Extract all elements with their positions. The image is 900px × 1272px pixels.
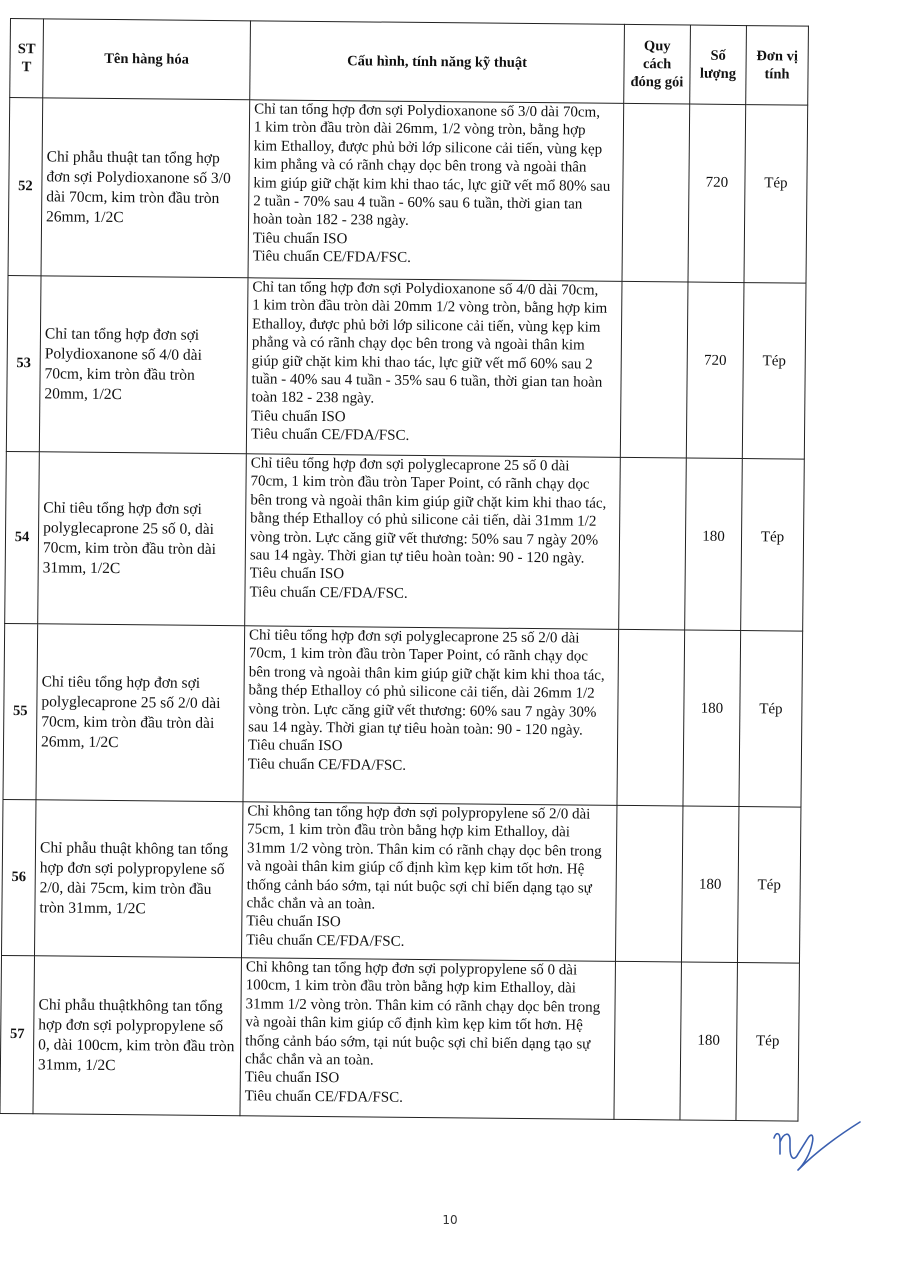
- row-technical-spec: [248, 100, 624, 282]
- row-technical-spec-line: và ngoài thân kim giúp cố định kìm kẹp kim tốt hơn. Hệ: [246, 858, 585, 878]
- row-technical-spec-line: Tiêu chuẩn ISO: [251, 408, 346, 426]
- row-packing: [615, 805, 682, 962]
- row-technical-spec-line: Tiêu chuẩn CE/FDA/FSC.: [247, 756, 407, 774]
- table-header-row: [10, 19, 809, 106]
- row-technical-spec-line: chắc chắn và an toàn.: [246, 895, 376, 913]
- row-unit: Tép: [739, 631, 803, 808]
- row-product-name-line: tròn 31mm, 1/2C: [39, 898, 146, 917]
- row-product-name: [36, 624, 245, 802]
- row-technical-spec-line: Tiêu chuẩn CE/FDA/FSC.: [252, 248, 412, 267]
- row-product-name-line: 20mm, 1/2C: [44, 384, 122, 403]
- row-technical-spec-line: 70cm, 1 kim tròn đầu tròn Taper Point, có rãnh chạy dọc: [248, 645, 588, 665]
- row-technical-spec-line: Chỉ tan tổng hợp đơn sợi Polydioxanone số 4/0 dài 70cm,: [252, 279, 599, 299]
- row-technical-spec-line: Chỉ tan tổng hợp đơn sợi Polydioxanone số 3/0 dài 70cm,: [254, 101, 601, 121]
- row-stt: 52: [8, 98, 43, 276]
- row-packing: [622, 103, 690, 282]
- row-technical-spec-line: toàn 182 - 238 ngày.: [251, 389, 375, 407]
- header-quantity: Số lượng: [690, 25, 747, 105]
- row-stt: 56: [2, 799, 36, 955]
- row-packing: [620, 281, 688, 458]
- table-row: [6, 275, 806, 459]
- row-unit: Tép: [737, 807, 800, 964]
- header-technical-spec: Cấu hình, tính năng kỹ thuật: [250, 21, 625, 104]
- row-product-name-line: Chỉ phẫu thuật không tan tổng: [39, 838, 229, 858]
- row-technical-spec-line: bằng thép Ethalloy có phủ silicone cải tiến, dài 26mm 1/2: [248, 682, 595, 702]
- row-stt: 55: [3, 623, 38, 799]
- row-product-name-line: 70cm, kim tròn đầu tròn dài: [42, 538, 217, 558]
- row-stt: 54: [5, 451, 40, 623]
- row-quantity: 720: [688, 104, 746, 283]
- row-product-name-line: đơn sợi Polydioxanone số 3/0: [46, 167, 231, 187]
- row-technical-spec-line: 1 kim tròn đầu tròn dài 26mm, 1/2 vòng tròn, bằng hợp: [253, 119, 586, 139]
- row-technical-spec-line: thống cảnh báo sớm, tại nút buộc sợi chỉ biến dạng tạo sự: [245, 1032, 591, 1053]
- row-technical-spec-line: Chỉ tiêu tổng hợp đơn sợi polyglecaprone 25 số 2/0 dài: [249, 627, 580, 647]
- product-table-container: [0, 18, 808, 1122]
- row-technical-spec-line: kim phẳng và có rãnh chạy dọc bên trong và ngoài thân: [253, 156, 587, 176]
- row-unit: Tép: [744, 105, 808, 284]
- row-product-name-line: hợp đơn sợi polypropylene số: [38, 1015, 224, 1035]
- row-technical-spec-line: Tiêu chuẩn ISO: [244, 1069, 340, 1087]
- row-technical-spec-line: 70cm, 1 kim tròn đầu tròn Taper Point, có rãnh chạy dọc: [250, 473, 590, 493]
- row-unit: Tép: [742, 283, 806, 460]
- row-product-name-line: Chỉ tan tổng hợp đơn sợi: [44, 324, 200, 344]
- row-unit: Tép: [736, 963, 800, 1122]
- row-packing: [617, 629, 685, 806]
- row-product-name-line: 70cm, kim tròn đầu tròn: [44, 364, 195, 384]
- row-product-name-line: 26mm, 1/2C: [46, 207, 124, 226]
- row-technical-spec: [241, 802, 616, 962]
- row-technical-spec-line: vòng tròn. Lực căng giữ vết thương: 60% sau 7 ngày 30%: [248, 700, 597, 721]
- row-technical-spec-line: Ethalloy, được phủ bởi lớp silicone cải tiến, vùng kẹp kim: [251, 316, 601, 336]
- row-technical-spec-line: và ngoài thân kim giúp cố định kìm kẹp kim tốt hơn. Hệ: [245, 1014, 583, 1034]
- row-technical-spec-line: vòng tròn. Lực căng giữ vết thương: 50% sau 7 ngày 20%: [249, 528, 599, 549]
- header-product-name: Tên hàng hóa: [43, 19, 251, 100]
- row-quantity: 180: [685, 458, 743, 631]
- table-row: [0, 955, 799, 1121]
- row-technical-spec-line: Tiêu chuẩn ISO: [252, 230, 348, 248]
- row-product-name-line: 0, dài 100cm, kim tròn đầu tròn: [38, 1035, 235, 1055]
- row-technical-spec-line: 2 tuần - 70% sau 4 tuần - 60% sau 6 tuần, thời gian tan: [253, 193, 583, 213]
- table-row: [2, 799, 801, 963]
- row-technical-spec-line: Chỉ không tan tổng hợp đơn sợi polypropylene số 0 dài: [245, 959, 578, 979]
- row-product-name: [34, 800, 242, 958]
- row-product-name-line: 70cm, kim tròn đầu tròn dài: [41, 712, 215, 732]
- row-technical-spec: [243, 626, 619, 806]
- row-technical-spec-line: giúp giữ chặt kim khi thao tác, lực giữ vết mổ 60% sau 2: [251, 352, 593, 373]
- header-packing: Quy cách đóng gói: [624, 24, 691, 104]
- row-product-name-line: Chỉ phẫu thuật tan tổng hợp: [46, 147, 220, 167]
- row-technical-spec-line: sau 14 ngày. Thời gian tự tiêu hoàn toàn: 90 - 120 ngày.: [249, 547, 585, 567]
- row-product-name-line: Chỉ tiêu tổng hợp đơn sợi: [41, 672, 201, 692]
- row-technical-spec-line: bên trong và ngoài thân kim giúp giữ chặt kim khi thoa tác,: [248, 664, 605, 684]
- signature-mark: [768, 1118, 868, 1178]
- row-product-name-line: 26mm, 1/2C: [40, 732, 119, 751]
- row-product-name-line: 31mm, 1/2C: [37, 1055, 116, 1074]
- row-stt: 57: [0, 955, 34, 1113]
- header-stt: ST T: [10, 19, 44, 98]
- row-technical-spec-line: Tiêu chuẩn CE/FDA/FSC.: [246, 932, 405, 950]
- row-technical-spec-line: Tiêu chuẩn CE/FDA/FSC.: [249, 584, 408, 602]
- row-technical-spec-line: chắc chắn và an toàn.: [244, 1051, 374, 1069]
- row-technical-spec-line: thống cảnh báo sớm, tại nút buộc sợi chỉ biến dạng tạo sự: [246, 876, 592, 897]
- row-technical-spec-line: kim Ethalloy, được phủ bởi lớp silicone cải tiến, vùng kẹp: [253, 138, 603, 158]
- row-technical-spec-line: 100cm, 1 kim tròn đầu tròn bằng hợp kim Ethalloy, dài: [245, 977, 577, 997]
- row-product-name-line: hợp đơn sợi polypropylene số: [39, 858, 225, 878]
- row-technical-spec-line: kim giúp giữ chặt kim khi thao tác, lực giữ vết mổ 80% sau: [253, 174, 611, 195]
- row-product-name-line: Chỉ tiêu tổng hợp đơn sợi: [43, 498, 202, 518]
- row-technical-spec-line: Chỉ không tan tổng hợp đơn sợi polypropylene số 2/0 dài: [247, 803, 591, 823]
- row-technical-spec-line: Tiêu chuẩn CE/FDA/FSC.: [244, 1088, 403, 1106]
- table-row: [8, 98, 808, 284]
- row-packing: [619, 457, 687, 630]
- row-technical-spec-line: Tiêu chuẩn ISO: [249, 565, 345, 583]
- row-quantity: 720: [686, 282, 744, 459]
- row-product-name: [39, 276, 248, 454]
- row-technical-spec-line: bên trong và ngoài thân kim giúp giữ chặt kim khi thao tác,: [250, 492, 607, 512]
- row-technical-spec-line: Chỉ tiêu tổng hợp đơn sợi polyglecaprone 25 số 0 dài: [250, 455, 570, 475]
- row-technical-spec-line: tuần - 40% sau 4 tuần - 35% sau 6 tuần, thời gian tan hoàn: [251, 371, 603, 391]
- row-technical-spec: [246, 278, 622, 458]
- row-product-name-line: Polydioxanone số 4/0 dài: [44, 344, 203, 364]
- row-technical-spec-line: Tiêu chuẩn ISO: [246, 913, 341, 931]
- row-product-name-line: Chỉ phẫu thuậtkhông tan tổng: [38, 995, 223, 1015]
- row-product-name-line: dài 70cm, kim tròn đầu tròn: [46, 187, 220, 207]
- row-technical-spec-line: Tiêu chuẩn ISO: [247, 737, 343, 755]
- row-quantity: 180: [680, 962, 738, 1121]
- row-technical-spec: [240, 958, 615, 1120]
- row-product-name-line: polyglecaprone 25 số 0, dài: [43, 518, 215, 538]
- row-product-name-line: 2/0, dài 75cm, kim tròn đầu: [39, 878, 212, 898]
- row-product-name: [38, 452, 247, 626]
- row-quantity: 180: [683, 630, 741, 807]
- row-technical-spec-line: 31mm 1/2 vòng tròn. Thân kim có rãnh chạy dọc bên trong: [245, 996, 601, 1016]
- row-technical-spec-line: hoàn toàn 182 - 238 ngày.: [252, 211, 409, 230]
- row-quantity: 180: [681, 806, 738, 963]
- row-technical-spec-line: sau 14 ngày. Thời gian tự tiêu hoàn toàn: 90 - 120 ngày.: [248, 719, 583, 739]
- row-technical-spec-line: 75cm, 1 kim tròn đầu tròn bằng hợp kim Ethalloy, dài: [247, 821, 571, 841]
- row-product-name: [33, 956, 242, 1116]
- table-row: [3, 623, 803, 807]
- row-technical-spec-line: 1 kim tròn đầu tròn dài 20mm 1/2 vòng tròn, bằng hợp kim: [252, 297, 608, 318]
- row-technical-spec-line: 31mm 1/2 vòng tròn. Thân kim có rãnh chạy dọc bên trong: [246, 840, 602, 860]
- row-product-name: [41, 98, 250, 278]
- row-product-name-line: 31mm, 1/2C: [42, 558, 121, 577]
- product-spec-table: [0, 18, 809, 1122]
- page-number: 10: [442, 1213, 458, 1227]
- row-product-name-line: polyglecaprone 25 số 2/0 dài: [41, 692, 221, 712]
- row-technical-spec-line: Tiêu chuẩn CE/FDA/FSC.: [250, 426, 410, 445]
- header-unit: Đơn vị tính: [746, 26, 809, 106]
- row-stt: 53: [6, 275, 41, 451]
- table-row: [5, 451, 805, 631]
- row-technical-spec-line: bằng thép Ethalloy có phủ silicone cải tiến, dài 31mm 1/2: [250, 510, 597, 530]
- row-packing: [614, 961, 682, 1120]
- table-body: [0, 98, 808, 1122]
- row-unit: Tép: [741, 459, 805, 632]
- row-technical-spec: [245, 454, 621, 630]
- row-technical-spec-line: phẳng và có rãnh chạy dọc bên trong và ngoài thân kim: [251, 334, 585, 354]
